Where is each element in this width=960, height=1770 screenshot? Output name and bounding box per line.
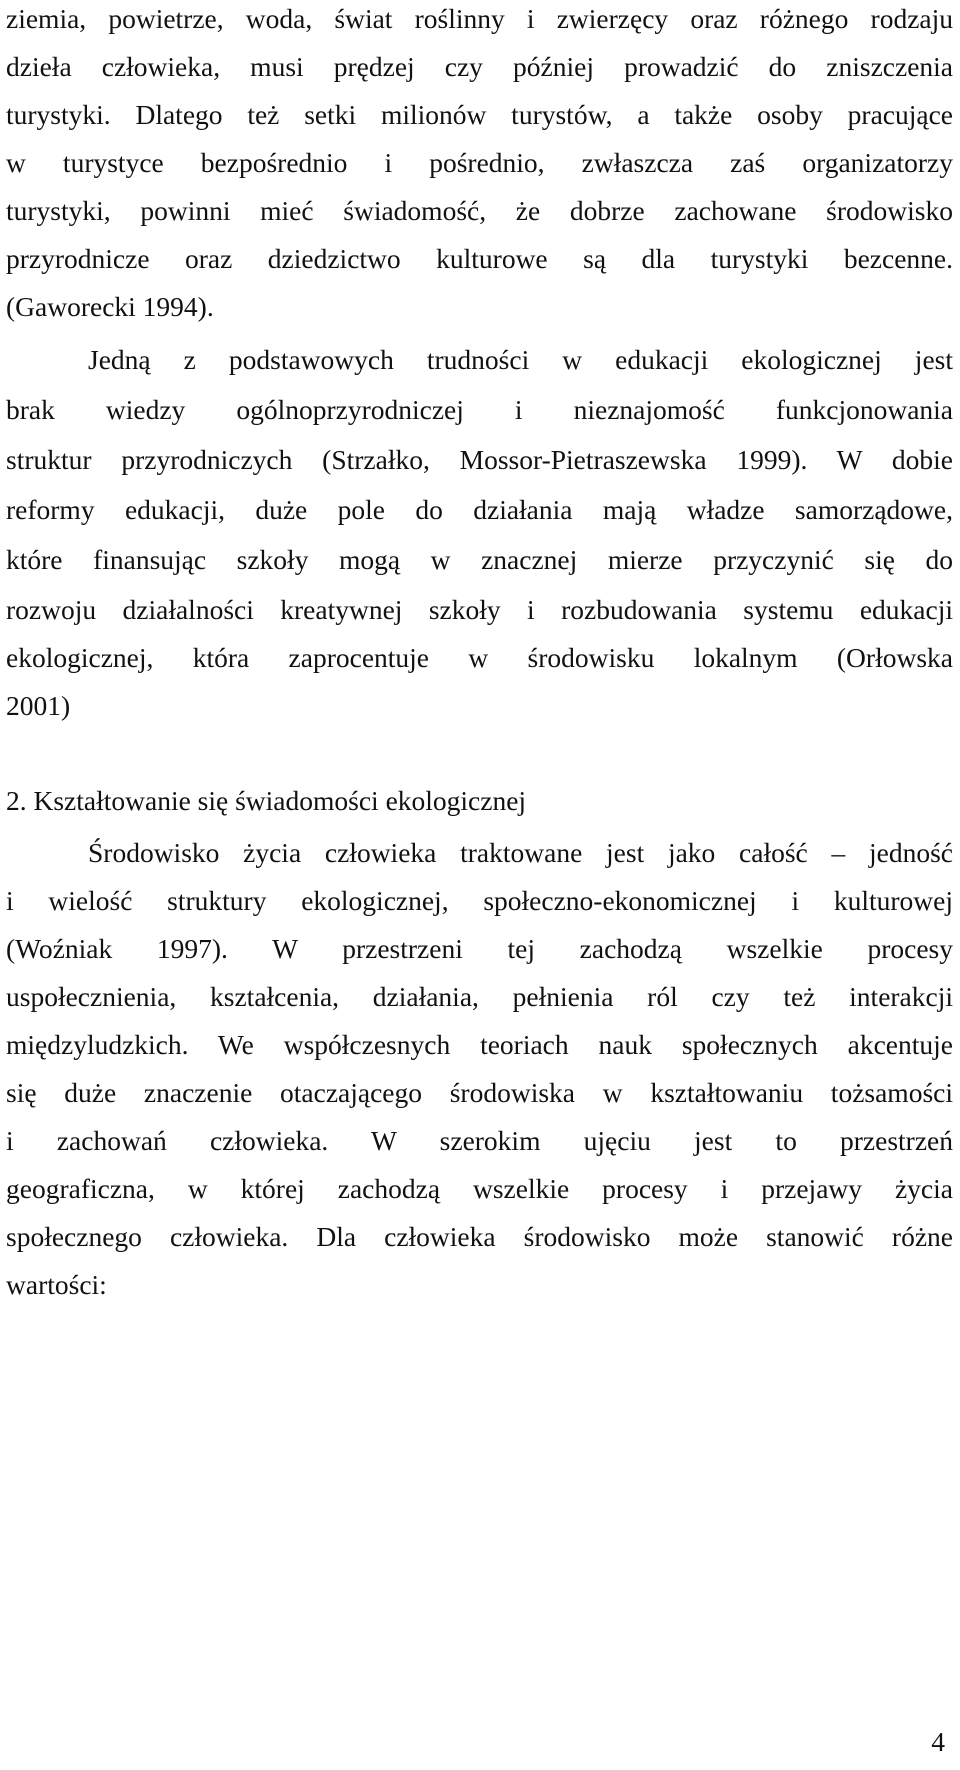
text-line: Środowisko życia człowieka traktowane jest jako całość – jedność (88, 837, 953, 868)
text-line: przyrodnicze oraz dziedzictwo kulturowe są dla turystyki bezcenne. (6, 243, 953, 274)
text-line: ziemia, powietrze, woda, świat roślinny i zwierzęcy oraz różnego rodzaju (6, 3, 953, 34)
text-line: geograficzna, w której zachodzą wszelkie procesy i przejawy życia (6, 1173, 953, 1204)
text-line: wartości: (6, 1269, 107, 1300)
text-line: i zachowań człowieka. W szerokim ujęciu jest to przestrzeń (6, 1125, 953, 1156)
text-line: (Woźniak 1997). W przestrzeni tej zachodzą wszelkie procesy (6, 933, 953, 964)
text-line: uspołecznienia, kształcenia, działania, pełnienia ról czy też interakcji (6, 981, 953, 1012)
text-line: międzyludzkich. We współczesnych teoriach nauk społecznych akcentuje (6, 1029, 953, 1060)
text-line: reformy edukacji, duże pole do działania mają władze samorządowe, (6, 494, 953, 525)
text-line: które finansując szkoły mogą w znacznej mierze przyczynić się do (6, 544, 953, 575)
text-line: rozwoju działalności kreatywnej szkoły i rozbudowania systemu edukacji (6, 594, 953, 625)
text-line: turystyki. Dlatego też setki milionów turystów, a także osoby pracujące (6, 99, 953, 130)
text-line: brak wiedzy ogólnoprzyrodniczej i nieznajomość funkcjonowania (6, 394, 953, 425)
text-line: 2001) (6, 690, 71, 721)
section-heading: 2. Kształtowanie się świadomości ekologicznej (6, 785, 527, 816)
text-line: Jedną z podstawowych trudności w edukacji ekologicznej jest (88, 344, 953, 375)
text-line: struktur przyrodniczych (Strzałko, Mossor-Pietraszewska 1999). W dobie (6, 444, 953, 475)
text-line: (Gaworecki 1994). (6, 291, 214, 322)
text-line: turystyki, powinni mieć świadomość, że dobrze zachowane środowisko (6, 195, 953, 226)
text-line: w turystyce bezpośrednio i pośrednio, zwłaszcza zaś organizatorzy (6, 147, 953, 178)
text-line: i wielość struktury ekologicznej, społeczno-ekonomicznej i kulturowej (6, 885, 953, 916)
text-line: się duże znaczenie otaczającego środowiska w kształtowaniu tożsamości (6, 1077, 953, 1108)
text-line: dzieła człowieka, musi prędzej czy później prowadzić do zniszczenia (6, 51, 953, 82)
text-line: społecznego człowieka. Dla człowieka środowisko może stanowić różne (6, 1221, 953, 1252)
page-number: 4 (931, 1726, 945, 1757)
text-line: ekologicznej, która zaprocentuje w środowisku lokalnym (Orłowska (6, 642, 953, 673)
